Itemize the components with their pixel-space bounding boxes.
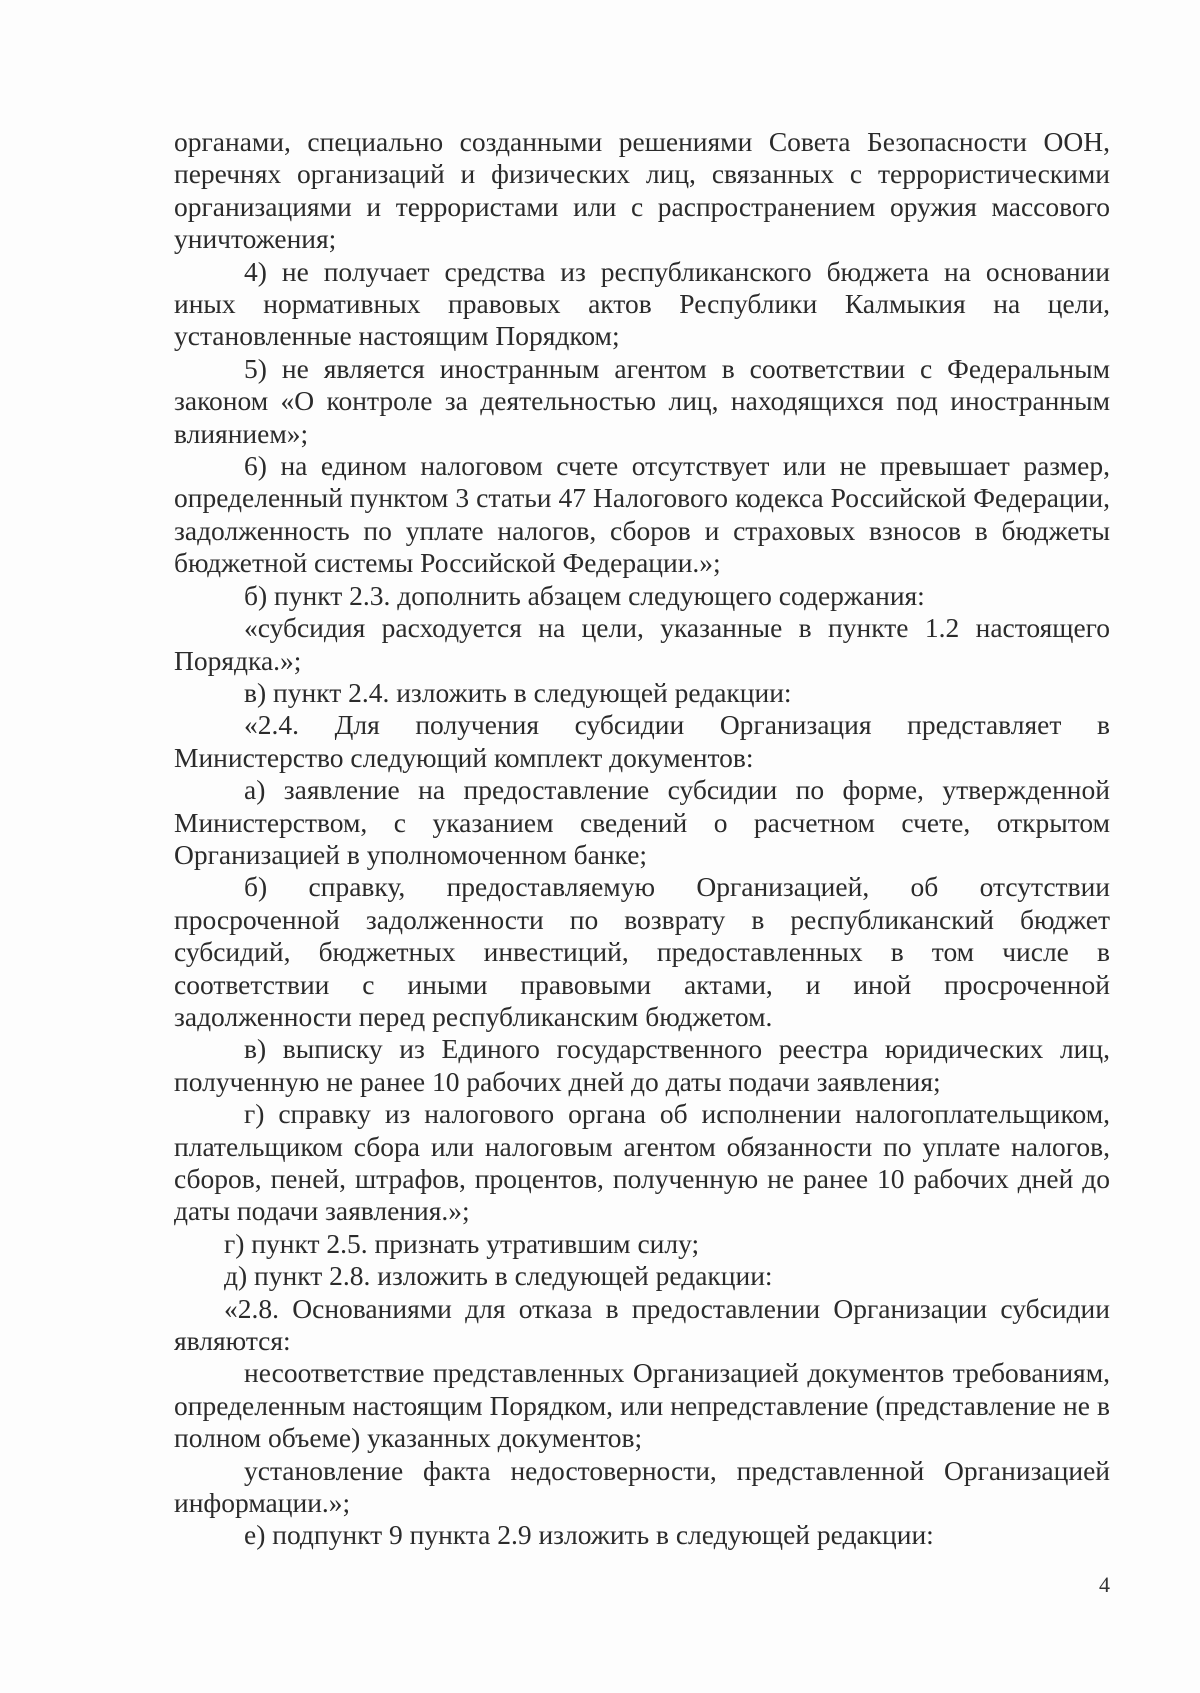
paragraph-refusal-ground-2: установление факта недостоверности, представленной Организацией информации.»; <box>174 1454 1110 1519</box>
paragraph-amendment-e: е) подпункт 9 пункта 2.9 изложить в следующей редакции: <box>244 1519 934 1551</box>
page-number: 4 <box>1099 1572 1110 1597</box>
paragraph-amendment-b: б) пункт 2.3. дополнить абзацем следующего содержания: <box>244 579 925 611</box>
paragraph-doc-b: б) справку, предоставляемую Организацией, об отсутствии просроченной задолженности по возврату в республиканский бюджет субсидий, бюджетных инвестиций, предоставленных в том числе в соответствии с иными правовыми актами, и иной просроченной задолженности перед республиканским бюджетом. <box>174 871 1110 1032</box>
paragraph-amendment-d: д) пункт 2.8. изложить в следующей редакции: <box>224 1260 773 1292</box>
paragraph-doc-v: в) выписку из Единого государственного реестра юридических лиц, полученную не ранее 10 рабочих дней до даты подачи заявления; <box>174 1033 1110 1097</box>
paragraph-subsidy-purpose: «субсидия расходуется на цели, указанные в пункте 1.2 настоящего Порядка.»; <box>174 612 1110 676</box>
paragraph-item-4: 4) не получает средства из республиканского бюджета на основании иных нормативных правовых актов Республики Калмыкия на цели, установленные настоящим Порядком; <box>174 255 1110 352</box>
paragraph-amendment-v: в) пункт 2.4. изложить в следующей редакции: <box>244 676 792 708</box>
paragraph-item-6: 6) на едином налоговом счете отсутствует или не превышает размер, определенный пунктом 3 статьи 47 Налогового кодекса Российской Федерации, задолженность по уплате налогов, сборов и страховых взносов в бюджеты бюджетной системы Российской Федерации.»; <box>174 450 1110 579</box>
paragraph-doc-g: г) справку из налогового органа об исполнении налогоплательщиком, плательщиком сбора или налоговым агентом обязанности по уплате налогов, сборов, пеней, штрафов, процентов, полученную не ранее 10 рабочих дней до даты подачи заявления.»; <box>174 1098 1110 1227</box>
paragraph-amendment-g: г) пункт 2.5. признать утратившим силу; <box>224 1227 700 1259</box>
paragraph-2-8: «2.8. Основаниями для отказа в предоставлении Организации субсидии являются: <box>174 1292 1110 1357</box>
paragraph-item-5: 5) не является иностранным агентом в соответствии с Федеральным законом «О контроле за деятельностью лиц, находящихся под иностранным влиянием»; <box>174 352 1110 449</box>
paragraph-refusal-ground-1: несоответствие представленных Организацией документов требованиям, определенным настоящим Порядком, или непредставление (представление не в полном объеме) указанных документов; <box>174 1357 1110 1454</box>
paragraph-2-4: «2.4. Для получения субсидии Организация представляет в Министерство следующий комплект документов: <box>174 709 1110 773</box>
document-body <box>174 126 1110 1552</box>
paragraph-doc-a: а) заявление на предоставление субсидии по форме, утвержденной Министерством, с указанием сведений о расчетном счете, открытом Организацией в уполномоченном банке; <box>174 774 1110 870</box>
paragraph-continuation: органами, специально созданными решениями Совета Безопасности ООН, перечнях организаций и физических лиц, связанных с террористическими организациями и террористами или с распространением оружия массового уничтожения; <box>174 126 1110 255</box>
